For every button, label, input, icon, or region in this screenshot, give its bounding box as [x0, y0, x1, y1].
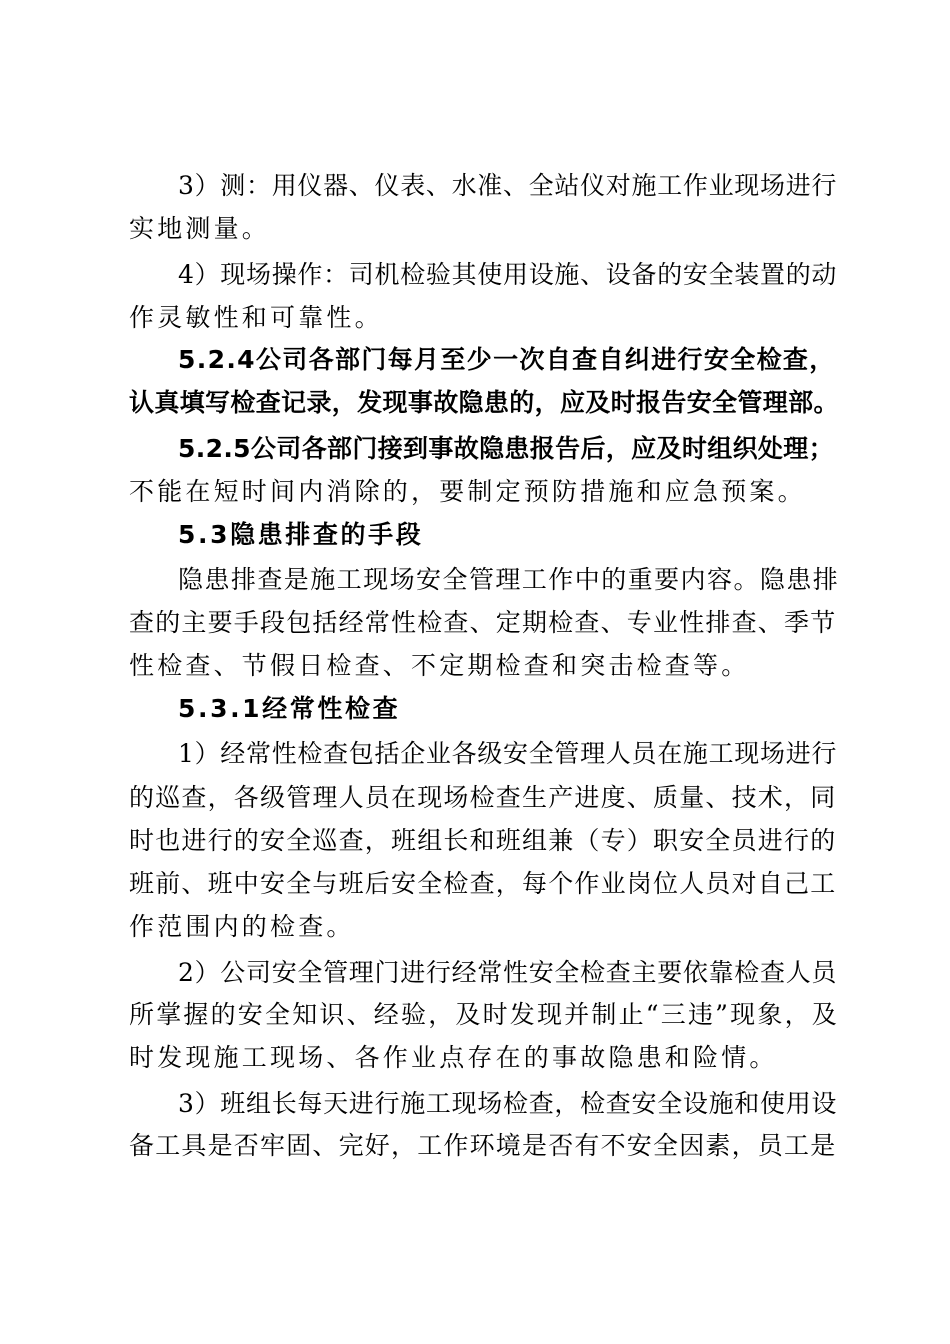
text-line: 不能在短时间内消除的，要制定预防措施和应急预案。: [129, 477, 806, 506]
text-line: 3）测：用仪器、仪表、水准、全站仪对施工作业现场进行: [178, 171, 838, 200]
text-line: 所掌握的安全知识、经验，及时发现并制止“三违”现象，及: [129, 1000, 839, 1029]
text-line: 4）现场操作：司机检验其使用设施、设备的安全装置的动: [178, 260, 838, 289]
section-heading: 5.2.5公司各部门接到事故隐患报告后，应及时组织处理；: [178, 434, 834, 463]
text-line: 作范围内的检查。: [129, 912, 355, 941]
section-heading-cont: 认真填写检查记录，发现事故隐患的，应及时报告安全管理部。: [129, 388, 839, 417]
section-heading: 5.3.1经常性检查: [178, 694, 401, 723]
text-line: 的巡查，各级管理人员在现场检查生产进度、质量、技术，同: [129, 783, 837, 812]
text-line: 时发现施工现场、各作业点存在的事故隐患和险情。: [129, 1043, 778, 1072]
text-line: 1）经常性检查包括企业各级安全管理人员在施工现场进行: [178, 739, 838, 768]
text-line: 2）公司安全管理门进行经常性安全检查主要依靠检查人员: [178, 958, 838, 987]
text-line: 时也进行的安全巡查，班组长和班组兼（专）职安全员进行的: [129, 826, 837, 855]
text-line: 班前、班中安全与班后安全检查，每个作业岗位人员对自己工: [129, 869, 837, 898]
section-heading: 5.3隐患排查的手段: [178, 520, 424, 549]
text-line: 查的主要手段包括经常性检查、定期检查、专业性排查、季节: [129, 608, 837, 637]
text-line: 3）班组长每天进行施工现场检查，检查安全设施和使用设: [178, 1089, 838, 1118]
text-line: 性检查、节假日检查、不定期检查和突击检查等。: [129, 651, 750, 680]
text-line: 作灵敏性和可靠性。: [129, 303, 383, 332]
text-line: 隐患排查是施工现场安全管理工作中的重要内容。隐患排: [178, 565, 840, 594]
section-heading: 5.2.4公司各部门每月至少一次自查自纠进行安全检查，: [178, 345, 836, 374]
text-line: 备工具是否牢固、完好，工作环境是否有不安全因素，员工是: [129, 1131, 837, 1160]
text-line: 实地测量。: [129, 214, 271, 243]
